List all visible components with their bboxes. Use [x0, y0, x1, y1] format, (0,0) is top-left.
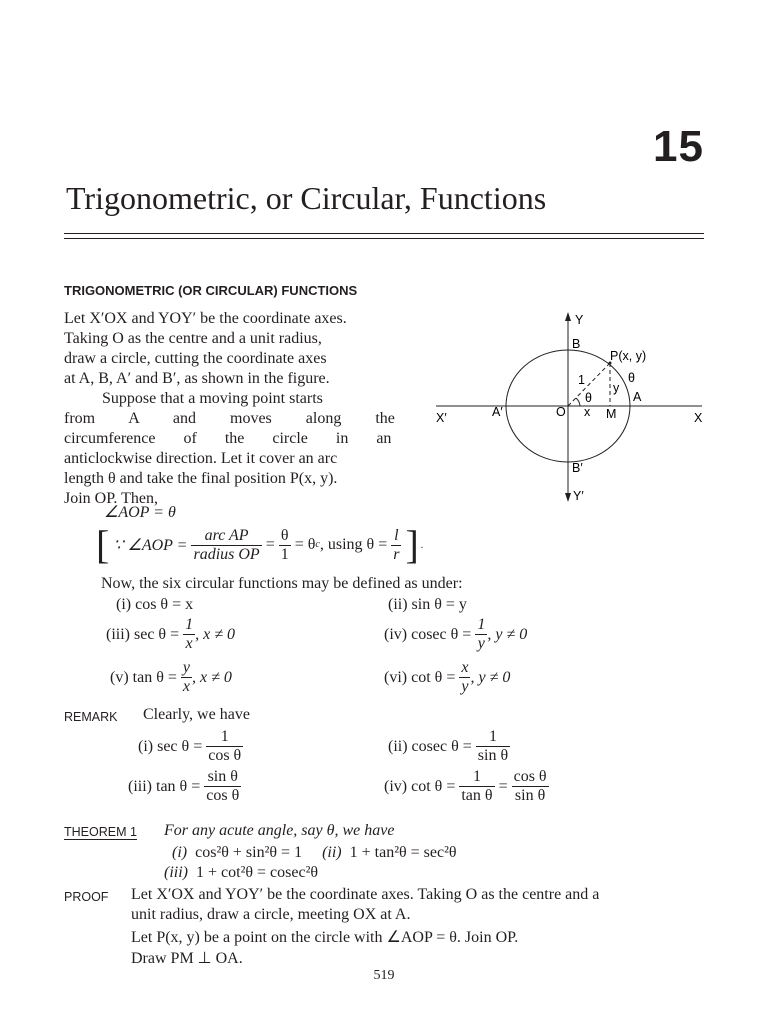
definitions-intro: Now, the six circular functions may be defined as under:: [101, 575, 463, 592]
numerator: 1: [185, 616, 194, 633]
label-m: M: [606, 407, 617, 421]
intro-paragraph-2: [64, 389, 410, 509]
remark-label: REMARK: [64, 710, 118, 724]
theorem-label: THEOREM 1: [64, 825, 137, 839]
equals-theta: = θ: [294, 536, 316, 553]
denominator: x: [182, 678, 190, 695]
label-p: P(x, y): [610, 349, 647, 363]
text-line: Suppose that a moving point starts: [102, 390, 323, 407]
text-line: Join OP. Then,: [64, 490, 158, 507]
fraction: [475, 616, 487, 653]
fraction: [204, 768, 241, 805]
text-line: length θ and take the final position P(x, y).: [64, 470, 338, 487]
label-a-prime: A′: [492, 405, 503, 419]
remark-i: [138, 728, 243, 765]
lhs: (i) sec θ =: [138, 737, 203, 755]
remark-iv: [384, 768, 549, 805]
intro-paragraph-1: [64, 309, 410, 389]
theorem-part-i-ii: [172, 844, 457, 862]
numerator: l: [394, 526, 399, 544]
bracket-expression: [ ∵ ∠AOP = $\frac{\text{arc AP}}{\text{radius OP}}$ = $\frac{\theta}{1}$ = θ c , using θ = $\frac{l}{r}$ ] .: [96, 522, 424, 567]
definition-iii: [106, 616, 235, 653]
text-line: draw a circle, cutting the coordinate axes: [64, 350, 327, 367]
definition-vi: [384, 659, 510, 696]
denominator: y: [461, 678, 469, 695]
proof-line-2: unit radius, draw a circle, meeting OX at A.: [131, 906, 411, 923]
fraction: [181, 659, 192, 696]
numerator: 1: [472, 768, 481, 785]
label-x-prime: X′: [436, 411, 447, 425]
fraction: [476, 728, 510, 765]
text-line: anticlockwise direction. Let it cover an arc: [64, 450, 338, 467]
title-rule-bottom: [64, 238, 704, 239]
using-text: , using θ =: [319, 536, 388, 553]
proof-line-3: Let P(x, y) be a point on the circle with ∠AOP = θ. Join OP.: [131, 929, 519, 946]
denominator: sin θ: [477, 747, 509, 764]
word: from A and moves along the: [64, 410, 395, 427]
chapter-title: Trigonometric, or Circular, Functions: [66, 180, 547, 216]
denominator: tan θ: [461, 787, 493, 804]
text-line: Let X′OX and YOY′ be the coordinate axes.: [64, 310, 347, 327]
denominator: x: [183, 634, 195, 653]
lhs: (iii) tan θ =: [128, 777, 201, 795]
numerator: cos θ: [513, 768, 547, 785]
identity-ii: 1 + tan²θ = sec²θ: [349, 844, 457, 861]
denominator: cos θ: [206, 787, 240, 804]
chapter-number: 15: [653, 122, 704, 171]
part-label: (iii): [164, 864, 188, 881]
remark-text: Clearly, we have: [143, 706, 250, 723]
label-o: O: [556, 405, 566, 419]
fraction-theta-over-one: [279, 527, 291, 564]
lhs: (vi) cot θ =: [384, 668, 456, 686]
proof-line-1: Let X′OX and YOY′ be the coordinate axes. Taking O as the centre and a: [131, 886, 600, 903]
numerator: 1: [220, 728, 229, 745]
theorem-statement: For any acute angle, say θ, we have: [164, 822, 395, 839]
fraction: [206, 728, 243, 765]
identity-i: cos²θ + sin²θ = 1: [195, 844, 303, 861]
equals: =: [498, 777, 508, 795]
text-line: [64, 409, 410, 429]
denominator: 1: [280, 545, 289, 563]
y-prime-arrow-icon: [565, 493, 571, 502]
numerator: 1: [488, 728, 497, 745]
text-line: circumference of the circle in an: [64, 430, 392, 447]
numerator: θ: [280, 526, 289, 544]
label-radius-one: 1: [578, 373, 585, 387]
denominator: radius OP: [193, 545, 260, 563]
angle-arc: [576, 398, 580, 406]
denominator: cos θ: [208, 747, 242, 764]
y-arrow-icon: [565, 312, 571, 321]
label-a: A: [633, 390, 642, 404]
definition-ii: (ii) sin θ = y: [388, 596, 467, 613]
proof-label: PROOF: [64, 890, 109, 904]
since-angle-aop: ∵ ∠AOP =: [113, 537, 188, 554]
lhs: (iii) sec θ =: [106, 625, 180, 643]
label-y-length: y: [613, 381, 620, 395]
unit-circle-figure: [430, 308, 710, 508]
label-theta-arc: θ: [628, 371, 635, 385]
label-theta-angle: θ: [585, 391, 592, 405]
numerator: x: [461, 659, 469, 676]
part-label: (ii): [322, 844, 342, 861]
theorem-part-iii: [164, 864, 318, 882]
title-rule-top: [64, 233, 704, 234]
label-x-length: x: [584, 405, 591, 419]
definition-iv: [384, 616, 527, 653]
angle-definition: ∠AOP = θ: [104, 504, 176, 521]
numerator: y: [182, 659, 190, 676]
condition: , x ≠ 0: [195, 625, 235, 643]
denominator: y: [475, 634, 487, 653]
numerator: sin θ: [207, 768, 238, 785]
right-bracket: ]: [405, 522, 419, 567]
definition-i: (i) cos θ = x: [116, 596, 194, 613]
remark-ii: [388, 728, 510, 765]
proof-line-4: Draw PM ⊥ OA.: [131, 950, 243, 967]
denominator: sin θ: [512, 786, 549, 805]
lhs: (iv) cosec θ =: [384, 625, 472, 643]
fraction: [183, 616, 195, 653]
condition: , y ≠ 0: [487, 625, 528, 643]
fraction: [459, 768, 494, 805]
page-number: 519: [373, 968, 395, 983]
section-heading: TRIGONOMETRIC (OR CIRCULAR) FUNCTIONS: [64, 283, 358, 298]
lhs: (v) tan θ =: [110, 668, 177, 686]
remark-iii: [128, 768, 241, 805]
fraction-arc-over-radius: [191, 527, 261, 564]
label-x: X: [694, 411, 703, 425]
lhs: (ii) cosec θ =: [388, 737, 472, 755]
numerator: 1: [477, 616, 486, 633]
denominator: r: [393, 545, 400, 563]
text-line: Taking O as the centre and a unit radius,: [64, 330, 322, 347]
numerator: arc AP: [204, 526, 249, 544]
label-b-prime: B′: [572, 461, 583, 475]
condition: , x ≠ 0: [192, 668, 232, 686]
lhs: (iv) cot θ =: [384, 777, 456, 795]
label-b: B: [572, 337, 581, 351]
fraction-l-over-r: [391, 527, 401, 564]
fraction: [459, 659, 470, 696]
equals: =: [265, 536, 275, 553]
text-line: at A, B, A′ and B′, as shown in the figure.: [64, 370, 330, 387]
fraction-2: [512, 768, 549, 805]
definition-v: [110, 659, 232, 696]
part-label: (i): [172, 844, 188, 861]
left-bracket: [: [96, 522, 110, 567]
bracket-dot: .: [420, 539, 424, 551]
label-y-prime: Y′: [573, 489, 584, 503]
label-y: Y: [575, 313, 584, 327]
condition: , y ≠ 0: [470, 668, 511, 686]
identity-iii: 1 + cot²θ = cosec²θ: [196, 864, 319, 881]
